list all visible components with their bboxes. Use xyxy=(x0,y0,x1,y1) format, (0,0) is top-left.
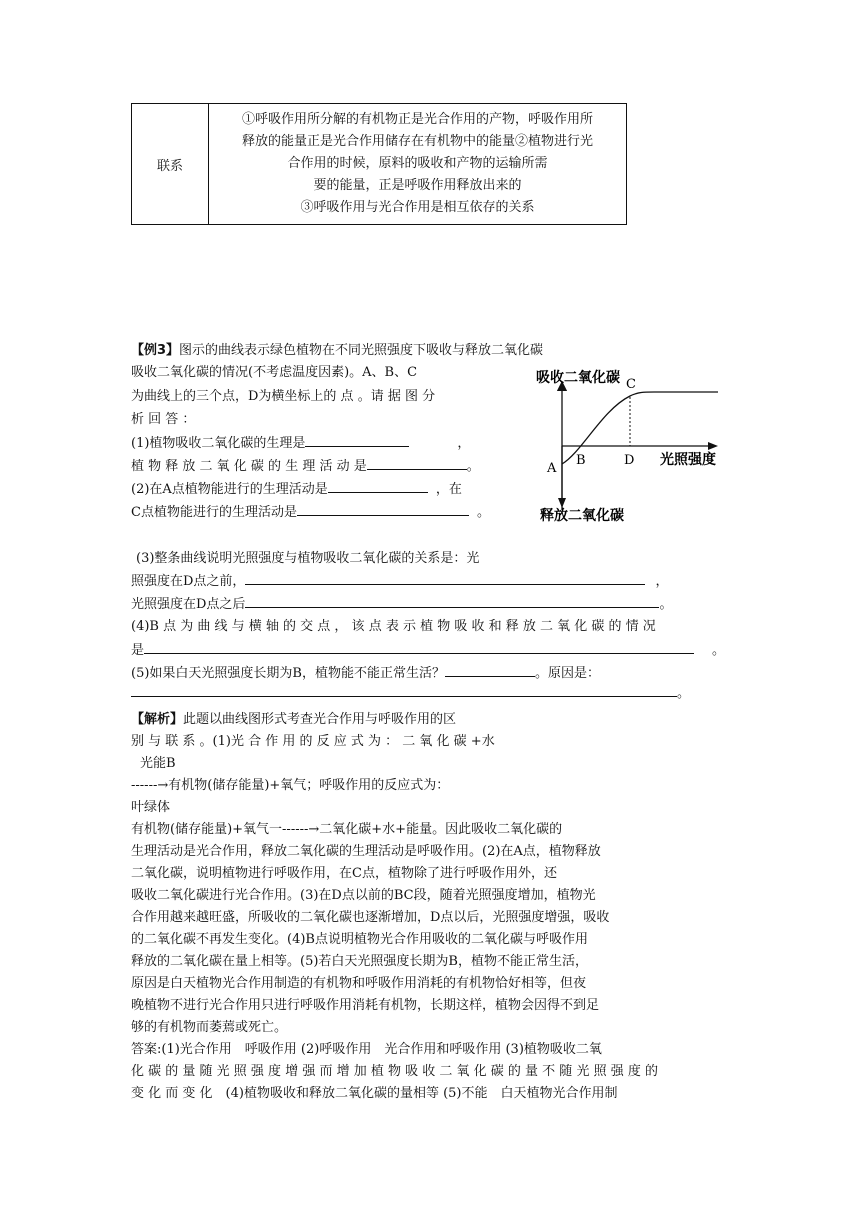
analysis-text: 此题以曲线图形式考查光合作用与呼吸作用的区 xyxy=(183,712,457,727)
example-intro-line-4: 析 回 答 ： xyxy=(131,412,196,427)
table-key-cell: 联系 xyxy=(132,104,209,225)
analysis-tag: 【解析】 xyxy=(131,712,184,727)
analysis-line-13: 原因是白天植物光合作用制造的有机物和呼吸作用消耗的有机物恰好相等，但夜 xyxy=(131,976,587,991)
analysis-line-14: 晚植物不进行光合作用只进行呼吸作用消耗有机物，长期这样，植物会因得不到足 xyxy=(131,998,600,1013)
graph-y-bottom-label: 释放二氧化碳 xyxy=(540,508,624,524)
question-2-line-2 xyxy=(131,501,490,524)
q1-period: 。 xyxy=(466,459,480,474)
point-label-c: C xyxy=(626,377,636,392)
q5-period: 。 xyxy=(677,686,691,701)
table-line: 要的能量，正是呼吸作用释放出来的 xyxy=(313,178,522,193)
q1-text: (1)植物吸收二氧化碳的生理是 xyxy=(131,436,306,451)
question-1-line-1 xyxy=(131,432,470,455)
answer-blank[interactable] xyxy=(131,682,677,697)
q5-text: (5)如果白天光照强度长期为B，植物能不能正常生活？ xyxy=(131,666,445,681)
q2-text: (2)在A点植物能进行的生理活动是 xyxy=(131,482,328,497)
q3-text-2: 光照强度在D点之后 xyxy=(131,597,246,612)
analysis-line-3: 光能B xyxy=(140,756,176,771)
point-label-d: D xyxy=(624,453,635,468)
q1-comma: ， xyxy=(457,436,471,451)
analysis-line-10: 合作用越来越旺盛，所吸收的二氧化碳也逐渐增加，D点以后，光照强度增强，吸收 xyxy=(131,910,610,925)
table-line: ①呼吸作用所分解的有机物正是光合作用的产物，呼吸作用所 xyxy=(241,112,593,127)
x-axis-arrow xyxy=(708,442,718,450)
analysis-line-9: 吸收二氧化碳进行光合作用。(3)在D点以前的BC段，随着光照强度增加，植物光 xyxy=(131,888,596,903)
q3-period: 。 xyxy=(659,597,673,612)
q1-text-2: 植 物 释 放 二 氧 化 碳 的 生 理 活 动 是 xyxy=(131,459,367,474)
question-3-line-2 xyxy=(131,570,668,593)
q4-text: 是 xyxy=(131,643,145,658)
table-line: 释放的能量正是光合作用储存在有机物中的能量②植物进行光 xyxy=(241,134,593,149)
answer-blank[interactable] xyxy=(305,432,409,447)
q3-comma: ， xyxy=(655,574,669,589)
question-4-line-1: (4)B 点 为 曲 线 与 横 轴 的 交 点 ， 该 点 表 示 植 物 吸 收 和 释 放 二 氧 化 碳 的 情 况 xyxy=(131,619,656,634)
table-value-cell xyxy=(209,104,627,225)
question-2-line-1 xyxy=(131,478,462,501)
point-label-a: A xyxy=(547,461,557,476)
question-3-line-3 xyxy=(131,593,672,616)
example-intro-line-1 xyxy=(131,340,543,362)
answer-blank[interactable] xyxy=(245,570,645,585)
answer-blank[interactable] xyxy=(245,593,659,608)
question-3-line-1: (3)整条曲线说明光照强度与植物吸收二氧化碳的关系是：光 xyxy=(136,551,480,566)
answer-blank[interactable] xyxy=(445,662,535,677)
answer-line-3: 变 化 而 变 化 (4)植物吸收和释放二氧化碳的量相等 (5)不能 白天植物光合作用制 xyxy=(131,1086,618,1101)
graph-y-top-label: 吸收二氧化碳 xyxy=(536,370,620,386)
question-5-line-2 xyxy=(131,682,690,705)
answer-blank[interactable] xyxy=(367,455,467,470)
analysis-line-5: 叶绿体 xyxy=(131,800,171,815)
analysis-line-8: 二氧化碳，说明植物进行呼吸作用，在C点，植物除了进行呼吸作用外，还 xyxy=(131,866,557,881)
answer-blank[interactable] xyxy=(144,639,694,654)
answer-blank[interactable] xyxy=(297,501,469,516)
analysis-line-6: 有机物(储存能量)+氧气一------→二氧化碳+水+能量。因此吸收二氧化碳的 xyxy=(131,822,563,837)
analysis-line-7: 生理活动是光合作用，释放二氧化碳的生理活动是呼吸作用。(2)在A点，植物释放 xyxy=(131,844,601,859)
analysis-line-2: 别 与 联 系 。(1)光 合 作 用 的 反 应 式 为 ： 二 氧 化 碳 +水 xyxy=(131,734,495,749)
answer-line-1: 答案:(1)光合作用 呼吸作用 (2)呼吸作用 光合作用和呼吸作用 (3)植物吸收二氧 xyxy=(131,1042,602,1057)
y-axis-down-arrow xyxy=(558,498,566,508)
question-4-line-2 xyxy=(131,639,725,662)
example-tag: 【例3】 xyxy=(131,343,180,358)
table-line: ③呼吸作用与光合作用是相互依存的关系 xyxy=(300,200,535,215)
relationship-table xyxy=(131,103,627,225)
question-1-line-2 xyxy=(131,455,480,478)
analysis-line-11: 的二氧化碳不再发生变化。(4)B点说明植物光合作用吸收的二氧化碳与呼吸作用 xyxy=(131,932,588,947)
q4-period: 。 xyxy=(712,643,726,658)
q3-text: 照强度在D点之前， xyxy=(131,574,246,589)
analysis-line-12: 释放的二氧化碳在量上相等。(5)若白天光照强度长期为B，植物不能正常生活， xyxy=(131,954,588,969)
example-intro-text: 图示的曲线表示绿色植物在不同光照强度下吸收与释放二氧化碳 xyxy=(179,343,544,358)
q2-text-3: C点植物能进行的生理活动是 xyxy=(131,505,297,520)
answer-blank[interactable] xyxy=(328,478,428,493)
example-intro-line-3: 为曲线上的三个点，D为横坐标上的 点 。请 据 图 分 xyxy=(131,389,436,404)
analysis-line-4: ------→有机物(储存能量)+氧气；呼吸作用的反应式为： xyxy=(131,778,450,793)
q2-period: 。 xyxy=(476,505,490,520)
table-line: 合作用的时候，原料的吸收和产物的运输所需 xyxy=(287,156,548,171)
q5-text-2: 。原因是： xyxy=(534,666,600,681)
example-intro-line-2: 吸收二氧化碳的情况(不考虑温度因素)。A、B、C xyxy=(131,365,418,380)
point-label-b: B xyxy=(576,453,586,468)
answer-line-2: 化 碳 的 量 随 光 照 强 度 增 强 而 增 加 植 物 吸 收 二 氧 化 碳 的 量 不 随 光 照 强 度 的 xyxy=(131,1064,658,1079)
analysis-line-15: 够的有机物而萎蔫或死亡。 xyxy=(131,1020,288,1035)
analysis-line-1 xyxy=(131,709,456,731)
q2-text-2: ，在 xyxy=(435,482,462,497)
co2-light-graph xyxy=(532,360,732,524)
graph-x-label: 光照强度 xyxy=(660,452,716,468)
